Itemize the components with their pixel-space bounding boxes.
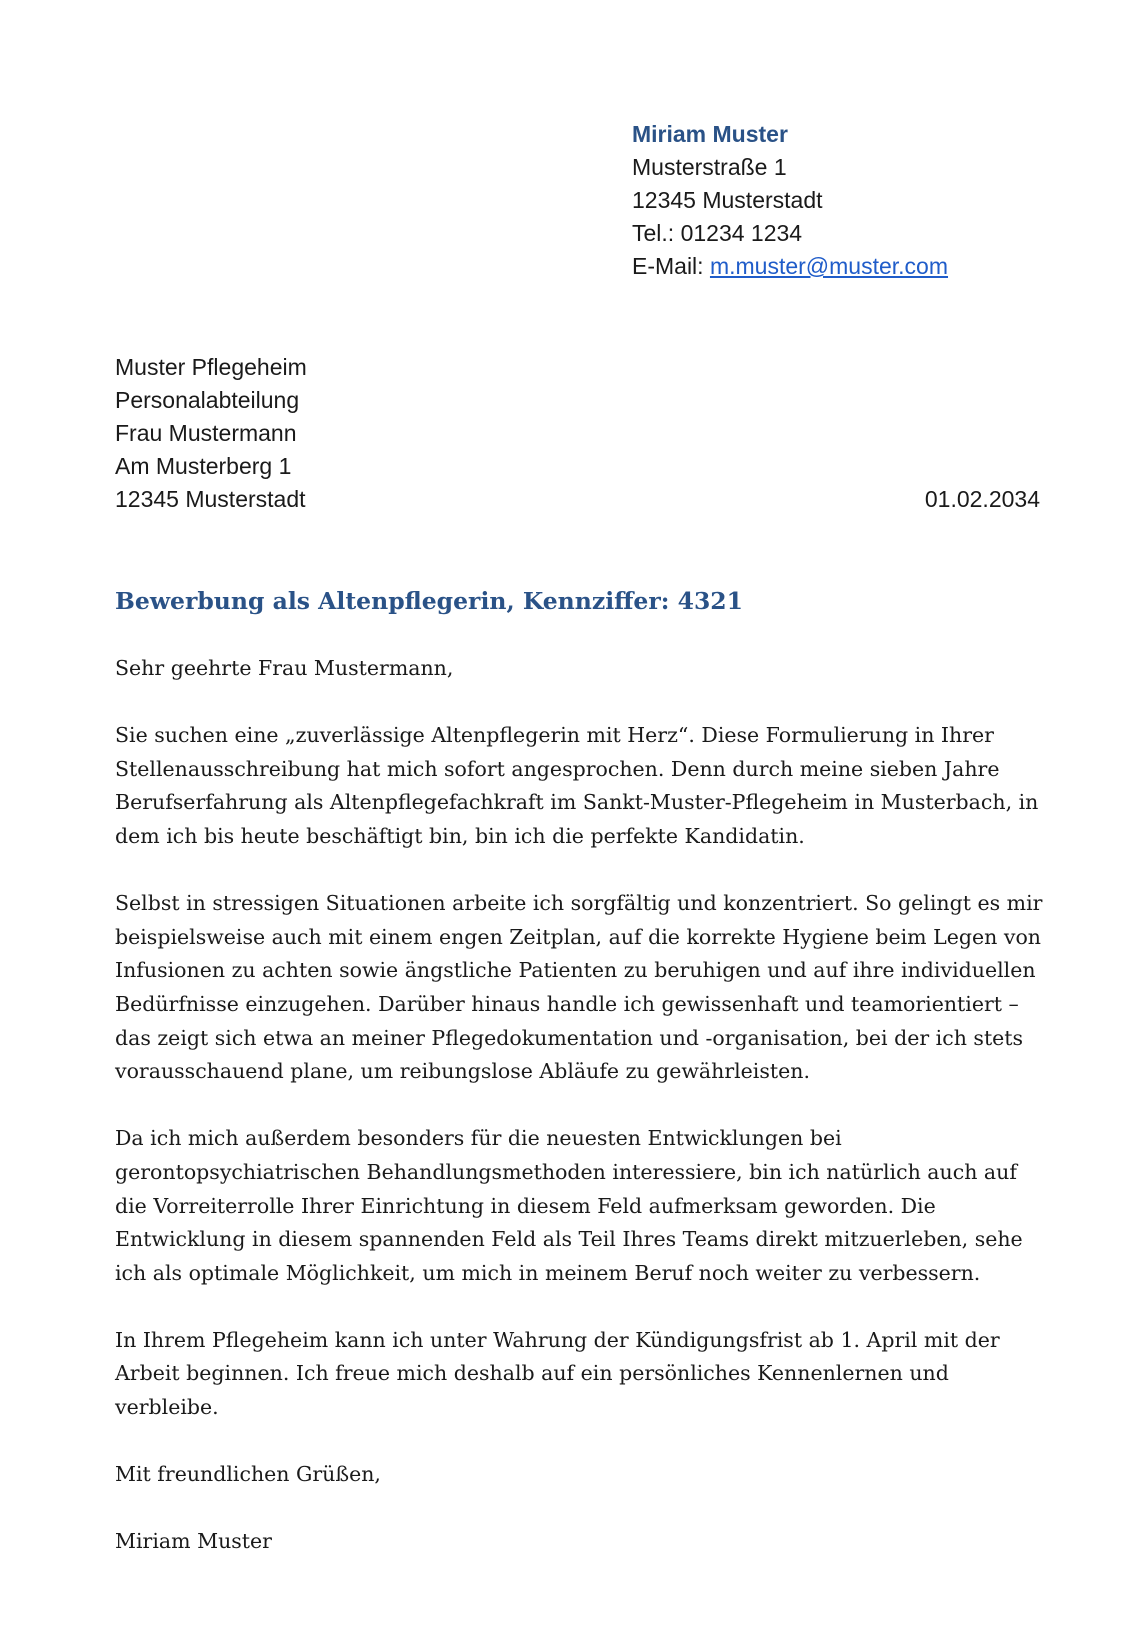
paragraph-line: Sie suchen eine „zuverlässige Altenpflegerin mit Herz“. Diese Formulierung in Ihrer [115,723,994,748]
closing: Mit freundlichen Grüßen, [115,1462,381,1487]
recipient-street: Am Musterberg 1 [115,453,292,479]
recipient-contact: Frau Mustermann [115,420,297,446]
sender-street: Musterstraße 1 [632,154,787,180]
paragraph-line: das zeigt sich etwa an meiner Pflegedokumentation und -organisation, bei der ich stets [115,1025,1024,1050]
paragraph [115,719,1075,853]
paragraph-line: Selbst in stressigen Situationen arbeite ich sorgfältig und konzentriert. So gelingt es mir [115,891,1043,916]
sender-name: Miriam Muster [632,121,788,147]
sender-city: 12345 Musterstadt [632,187,823,213]
paragraph-line: vorausschauend plane, um reibungslose Abläufe zu gewährleisten. [115,1059,810,1084]
letter-body [115,652,1075,1593]
sender-email-link[interactable]: m.muster@muster.com [709,253,949,279]
paragraph-line: verbleibe. [115,1395,219,1420]
paragraph-line: beispielsweise auch mit einem engen Zeitplan, auf die korrekte Hygiene beim Legen von [115,924,1041,949]
paragraph-line: In Ihrem Pflegeheim kann ich unter Wahrung der Kündigungsfrist ab 1. April mit der [115,1327,1000,1352]
sender-email-line [632,250,948,283]
paragraph-line: Entwicklung in diesem spannenden Feld als Teil Ihres Teams direkt mitzuerleben, sehe [115,1227,1023,1252]
paragraph [115,1122,1075,1290]
paragraph-line: Arbeit beginnen. Ich freue mich deshalb auf ein persönliches Kennenlernen und [115,1361,949,1386]
letter-date: 01.02.2034 [924,486,1040,512]
paragraph-line: die Vorreiterrolle Ihrer Einrichtung in diesem Feld aufmerksam geworden. Die [115,1193,936,1218]
paragraph [115,887,1075,1089]
paragraph-line: Infusionen zu achten sowie ängstliche Patienten zu beruhigen und auf ihre individuellen [115,958,1036,983]
paragraph-line: ich als optimale Möglichkeit, um mich in meinem Beruf noch weiter zu verbessern. [115,1260,981,1285]
letter-subject: Bewerbung als Altenpflegerin, Kennziffer: 4321 [115,587,744,615]
recipient-city: 12345 Musterstadt [115,486,306,512]
recipient-department: Personalabteilung [115,387,300,413]
paragraph-line: Bedürfnisse einzugehen. Darüber hinaus handle ich gewissenhaft und teamorientiert – [115,991,1019,1016]
sender-phone: Tel.: 01234 1234 [632,220,803,246]
signature: Miriam Muster [115,1529,272,1554]
paragraph [115,1324,1075,1425]
paragraph-line: Berufserfahrung als Altenpflegefachkraft im Sankt-Muster-Pflegeheim in Musterbach, in [115,790,1039,815]
sender-block [632,118,948,283]
recipient-block [115,351,307,516]
salutation: Sehr geehrte Frau Mustermann, [115,656,454,680]
paragraph-line: Stellenausschreibung hat mich sofort angesprochen. Denn durch meine sieben Jahre [115,756,1000,781]
sender-email-label: E-Mail: [632,253,710,279]
paragraph-line: Da ich mich außerdem besonders für die neuesten Entwicklungen bei [115,1126,842,1151]
paragraph-line: gerontopsychiatrischen Behandlungsmethoden interessiere, bin ich natürlich auch auf [115,1159,1017,1184]
paragraph-line: dem ich bis heute beschäftigt bin, bin ich die perfekte Kandidatin. [115,823,805,848]
recipient-company: Muster Pflegeheim [115,354,307,380]
